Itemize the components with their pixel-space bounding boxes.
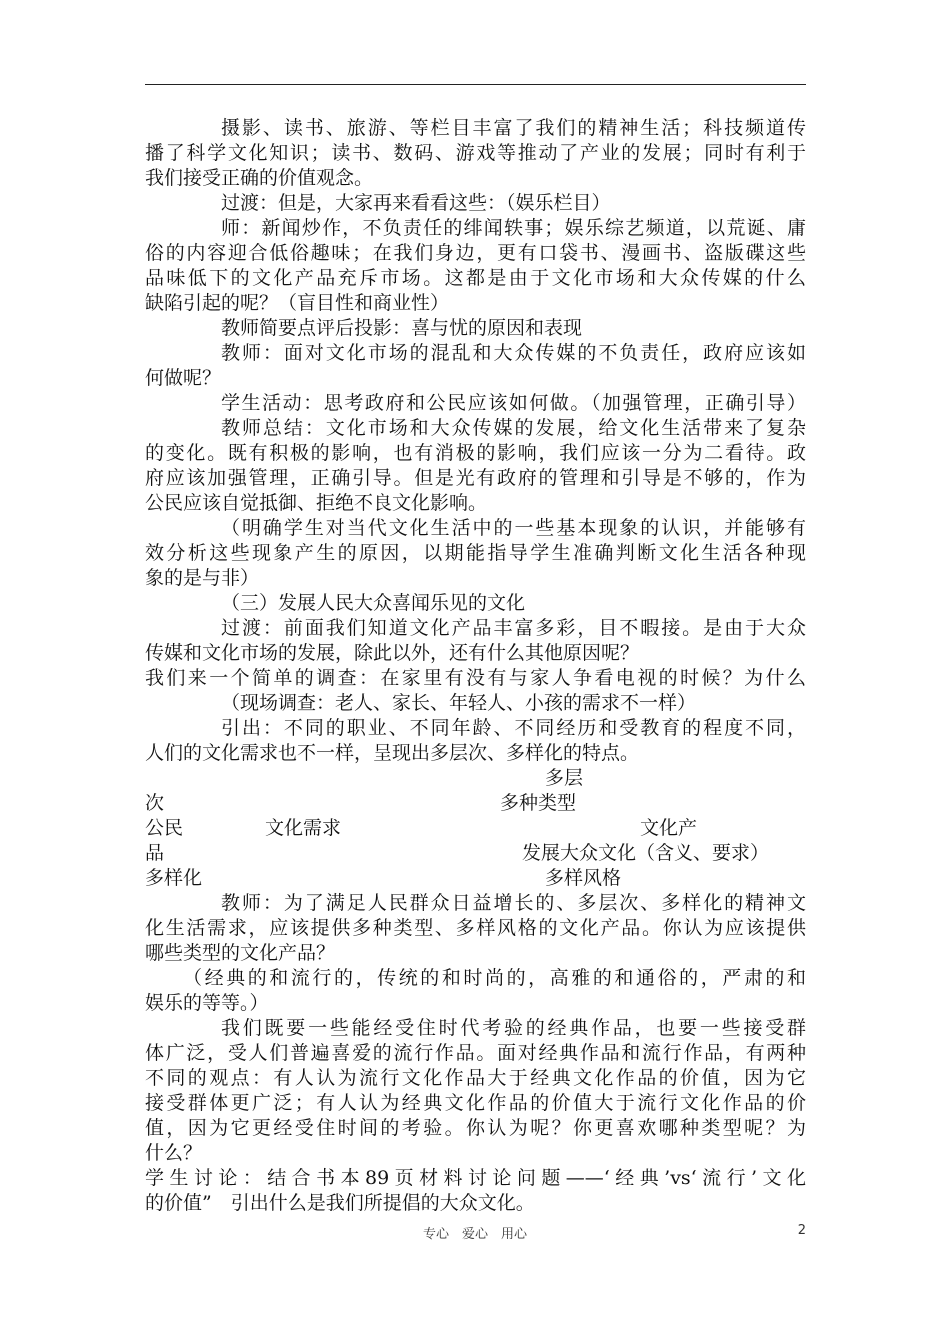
text-line-content: 缺陷引起的呢？（盲目性和商业性） <box>145 292 450 314</box>
text-line <box>145 441 806 466</box>
text-line <box>145 541 806 566</box>
text-line <box>145 691 806 716</box>
text-line-content: 传媒和文化市场的发展，除此以外，还有什么其他原因呢？ <box>145 642 640 664</box>
text-line-content: 不同的观点：有人认为流行文化作品大于经典文化作品的价值，因为它 <box>145 1067 806 1089</box>
text-line <box>145 991 806 1016</box>
text-line-content: 引出：不同的职业、不同年龄、不同经历和受教育的程度不同， <box>221 717 806 739</box>
text-line <box>145 341 806 366</box>
text-line-content: 体广泛，受人们普遍喜爱的流行作品。面对经典作品和流行作品，有两种 <box>145 1042 806 1064</box>
text-line <box>145 291 806 316</box>
text-line-content: 哪些类型的文化产品？ <box>145 942 336 964</box>
text-line <box>145 166 806 191</box>
text-line-content: 学生讨论：结合书本89页材料讨论问题——‘经典’vs‘流行’文化 <box>145 1167 806 1189</box>
diagram-label: 发展大众文化（含义、要求） <box>522 842 770 864</box>
text-line <box>145 1016 806 1041</box>
text-line <box>145 741 806 766</box>
text-line <box>145 141 806 166</box>
text-line <box>145 591 806 616</box>
text-line-content: 效分析这些现象产生的原因，以期能指导学生准确判断文化生活各种现 <box>145 542 806 564</box>
text-line <box>145 1041 806 1066</box>
text-line <box>145 966 806 991</box>
text-line-content: （明确学生对当代文化生活中的一些基本现象的认识，并能够有 <box>221 517 806 539</box>
text-line <box>145 891 806 916</box>
text-line-content: 师：新闻炒作，不负责任的绯闻轶事；娱乐综艺频道，以荒诞、庸 <box>221 217 806 239</box>
text-line-content: 值，因为它更经受住时间的考验。你认为呢？你更喜欢哪种类型呢？为 <box>145 1117 806 1139</box>
text-line <box>145 391 806 416</box>
text-line <box>145 716 806 741</box>
text-line <box>145 1166 806 1191</box>
text-line-content: 什么？ <box>145 1142 203 1164</box>
text-line <box>145 266 806 291</box>
text-line <box>145 641 806 666</box>
text-line <box>145 366 806 391</box>
text-line-content: 公民应该自觉抵御、拒绝不良文化影响。 <box>145 492 488 514</box>
text-line <box>145 516 806 541</box>
text-line-content: 多层 <box>545 767 584 789</box>
text-line-content: 次 <box>145 792 165 814</box>
text-line-content: 教师总结：文化市场和大众传媒的发展，给文化生活带来了复杂 <box>221 417 806 439</box>
text-line-content: 的价值” 引出什么是我们所提倡的大众文化。 <box>145 1192 535 1214</box>
text-line-content: 人们的文化需求也不一样，呈现出多层次、多样化的特点。 <box>145 742 640 764</box>
text-line-content: （三）发展人民大众喜闻乐见的文化 <box>221 592 526 614</box>
text-line-content: （经典的和流行的，传统的和时尚的，高雅的和通俗的，严肃的和 <box>183 967 806 989</box>
text-line-content: 过渡：但是，大家再来看看这些：（娱乐栏目） <box>221 192 611 214</box>
text-line <box>145 416 806 441</box>
text-line-content: 府应该加强管理，正确引导。但是光有政府的管理和引导是不够的，作为 <box>145 467 806 489</box>
text-line-content: 公民 <box>145 817 184 839</box>
text-line-content: 品 <box>145 842 165 864</box>
text-line <box>145 191 806 216</box>
text-line-content: 俗的内容迎合低俗趣味；在我们身边，更有口袋书、漫画书、盗版碟这些 <box>145 242 806 264</box>
text-line <box>145 791 806 816</box>
text-line <box>145 916 806 941</box>
diagram-label: 文化需求 <box>265 817 342 839</box>
text-line <box>145 241 806 266</box>
text-line-content: 播了科学文化知识；读书、数码、游戏等推动了产业的发展；同时有利于 <box>145 142 806 164</box>
text-line-content: 学生活动：思考政府和公民应该如何做。（加强管理，正确引导） <box>221 392 806 414</box>
text-line <box>145 841 806 866</box>
text-line-content: 教师：面对文化市场的混乱和大众传媒的不负责任，政府应该如 <box>221 342 806 364</box>
text-line-content: 化生活需求，应该提供多种类型、多样风格的文化产品。你认为应该提供 <box>145 917 806 939</box>
diagram-label: 文化产 <box>640 817 698 839</box>
text-line-content: （现场调查：老人、家长、年轻人、小孩的需求不一样） <box>221 692 697 714</box>
text-line <box>145 766 806 791</box>
text-line <box>145 1066 806 1091</box>
text-line-content: 过渡：前面我们知道文化产品丰富多彩，目不暇接。是由于大众 <box>221 617 806 639</box>
text-line-content: 多样化 <box>145 867 203 889</box>
diagram-label: 多样风格 <box>545 867 622 889</box>
text-line-content: 娱乐的等等。） <box>145 992 269 1014</box>
text-line <box>145 316 806 341</box>
text-line-content: 接受群体更广泛；有人认为经典文化作品的价值大于流行文化作品的价 <box>145 1092 806 1114</box>
text-line <box>145 1141 806 1166</box>
text-line-content: 我们来一个简单的调查：在家里有没有与家人争看电视的时候？为什么 <box>145 667 806 689</box>
text-line <box>145 816 806 841</box>
text-line <box>145 1091 806 1116</box>
footer-motto: 专心 爱心 用心 <box>422 1227 527 1242</box>
text-line <box>145 116 806 141</box>
page-number: 2 <box>797 1223 806 1238</box>
text-line <box>145 1191 806 1216</box>
diagram-label: 多种类型 <box>500 792 577 814</box>
text-line <box>145 216 806 241</box>
text-line <box>145 491 806 516</box>
text-line-content: 摄影、读书、旅游、等栏目丰富了我们的精神生活；科技频道传 <box>221 117 806 139</box>
document-body <box>145 116 806 1216</box>
text-line <box>145 866 806 891</box>
text-line-content: 教师简要点评后投影：喜与忧的原因和表现 <box>221 317 583 339</box>
text-line <box>145 941 806 966</box>
text-line <box>145 616 806 641</box>
text-line-content: 的变化。既有积极的影响，也有消极的影响，我们应该一分为二看待。政 <box>145 442 806 464</box>
text-line-content: 品味低下的文化产品充斥市场。这都是由于文化市场和大众传媒的什么 <box>145 267 806 289</box>
header-rule <box>145 84 806 85</box>
text-line <box>145 1116 806 1141</box>
text-line-content: 教师：为了满足人民群众日益增长的、多层次、多样化的精神文 <box>221 892 806 914</box>
text-line <box>145 566 806 591</box>
text-line <box>145 666 806 691</box>
text-line-content: 象的是与非） <box>145 567 260 589</box>
text-line-content: 我们既要一些能经受住时代考验的经典作品，也要一些接受群 <box>221 1017 806 1039</box>
text-line-content: 我们接受正确的价值观念。 <box>145 167 374 189</box>
text-line <box>145 466 806 491</box>
text-line-content: 何做呢？ <box>145 367 222 389</box>
